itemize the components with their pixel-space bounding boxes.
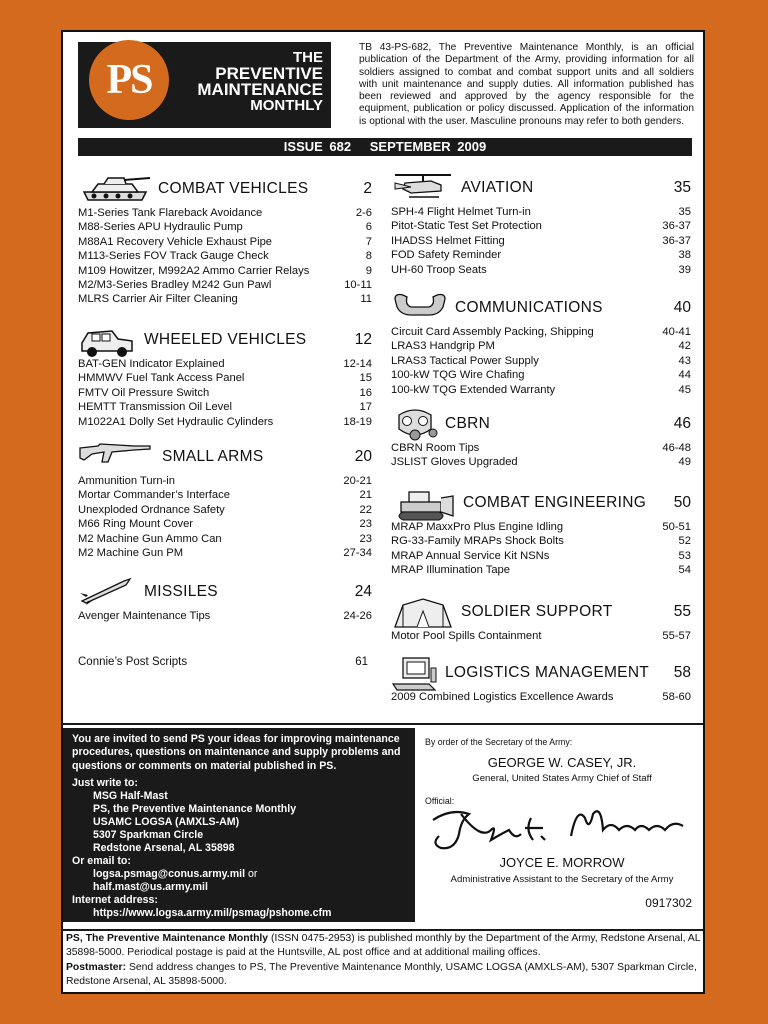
toc-item-title: MRAP MaxxPro Plus Engine Idling	[391, 521, 564, 533]
casey-name: GEORGE W. CASEY, JR.	[487, 755, 637, 770]
toc-item-page: 50-51	[662, 521, 691, 533]
toc-item[interactable]	[78, 293, 372, 305]
toc-item-page: 23	[359, 532, 372, 545]
contact-intro: You are invited to send PS your ideas for improving maintenance procedures, questions on maintenance and supply problems and questions or comments on material published in PS.	[72, 733, 401, 772]
toc-item-title: Pitot-Static Test Set Protection	[391, 220, 542, 233]
connie-page: 61	[355, 656, 368, 668]
section-page-number: 2	[363, 180, 372, 197]
section-title[interactable]: MISSILES	[144, 583, 218, 600]
toc-item[interactable]	[78, 610, 372, 622]
toc-item-title: 100-kW TQG Wire Chafing	[391, 369, 525, 382]
toc-item-page: 16	[359, 386, 372, 399]
toc-item[interactable]	[391, 235, 691, 247]
toc-item-title: M66 Ring Mount Cover	[78, 518, 194, 531]
document-code: 0917302	[645, 896, 692, 910]
toc-item[interactable]	[78, 207, 372, 219]
toc-item-page: 7	[365, 235, 372, 248]
write-label: Just write to:	[72, 777, 138, 789]
logo-line-1: THE	[293, 49, 323, 66]
divider-top	[63, 723, 703, 725]
toc-item-page: 53	[678, 549, 691, 562]
toc-item-title: CBRN Room Tips	[391, 442, 480, 454]
toc-item-page: 42	[678, 340, 691, 353]
toc-item-page: 45	[678, 383, 691, 396]
morrow-name: JOYCE E. MORROW	[499, 855, 625, 870]
toc-item[interactable]	[78, 372, 372, 384]
toc-item-title: M2 Machine Gun Ammo Can	[78, 532, 222, 545]
address-line-2: PS, the Preventive Maintenance Monthly	[93, 803, 297, 815]
toc-item-title: Circuit Card Assembly Packing, Shipping	[391, 326, 594, 338]
toc-item[interactable]	[391, 456, 691, 468]
section-page-number: 24	[354, 583, 372, 600]
address-line-5: Redstone Arsenal, AL 35898	[93, 842, 235, 854]
connie-post-scripts[interactable]	[78, 656, 368, 668]
connie-label: Connie’s Post Scripts	[78, 656, 188, 668]
order-line: By order of the Secretary of the Army:	[425, 737, 573, 747]
toc-item[interactable]	[78, 504, 372, 516]
toc-item-page: 20-21	[343, 475, 372, 487]
section-title[interactable]: COMBAT ENGINEERING	[463, 494, 647, 511]
toc-item-page: 54	[678, 564, 691, 577]
section-page-number: 55	[673, 603, 691, 620]
toc-item-page: 58-60	[662, 691, 691, 703]
logo-title	[197, 50, 323, 114]
toc-item[interactable]	[78, 358, 372, 370]
toc-item-title: M2/M3-Series Bradley M242 Gun Pawl	[78, 279, 272, 291]
toc-item[interactable]	[391, 384, 691, 396]
toc-item-page: 36-37	[662, 234, 691, 247]
toc-item-page: 49	[678, 456, 691, 469]
toc-item[interactable]	[78, 416, 372, 428]
toc-item[interactable]	[78, 236, 372, 248]
section-page-number: 46	[673, 415, 691, 432]
toc-item[interactable]	[78, 475, 372, 487]
issue-bar	[78, 138, 692, 156]
section-title[interactable]: LOGISTICS MANAGEMENT	[445, 664, 650, 681]
toc-item-title: Ammunition Turn-in	[78, 475, 175, 487]
toc-item-title: BAT-GEN Indicator Explained	[78, 358, 225, 370]
address-line-1: MSG Half-Mast	[93, 790, 168, 802]
toc-item-page: 17	[359, 401, 372, 414]
toc-item[interactable]	[391, 691, 691, 703]
toc-item[interactable]	[391, 442, 691, 454]
issue-date: SEPTEMBER 2009	[369, 139, 487, 154]
intro-text: TB 43-PS-682, The Preventive Maintenance Monthly, is an official publication of the Department of the Army, providing information for all soldiers assigned to combat and combat support units and all soldiers with unit maintenance and supply duties. All information published has been reviewed and approved by the agency responsible for the equipment, publication or policy discussed. Application of the information is optional with the user. Masculine pronouns may refer to both genders.	[359, 42, 694, 127]
toc-item[interactable]	[391, 249, 691, 261]
toc-item-page: 9	[365, 264, 372, 277]
toc-item-title: HEMTT Transmission Oil Level	[78, 401, 232, 414]
toc-item[interactable]	[391, 264, 691, 276]
toc-item-page: 44	[678, 369, 691, 382]
toc-item-page: 35	[678, 206, 691, 218]
toc-item[interactable]	[391, 340, 691, 352]
publication-footer	[66, 932, 702, 990]
section-page-number: 20	[354, 448, 372, 465]
footer-pub-name: PS, The Preventive Maintenance Monthly	[66, 933, 269, 944]
toc-item-title: Avenger Maintenance Tips	[78, 610, 211, 622]
toc-item-page: 38	[678, 249, 691, 262]
divider-bottom	[63, 929, 703, 931]
morrow-title: Administrative Assistant to the Secretary of the Army	[450, 874, 674, 885]
toc-item[interactable]	[391, 355, 691, 367]
toc-item[interactable]	[391, 550, 691, 562]
toc-item[interactable]	[391, 521, 691, 533]
toc-item-title: M2 Machine Gun PM	[78, 547, 184, 559]
toc-item-page: 10-11	[344, 279, 372, 291]
toc-item-title: MRAP Annual Service Kit NSNs	[391, 549, 550, 562]
section-title[interactable]: CBRN	[445, 415, 491, 432]
toc-item-title: M113-Series FOV Track Gauge Check	[78, 250, 269, 263]
ps-logo-circle	[89, 40, 169, 120]
email-link-1[interactable]: logsa.psmag@conus.army.mil	[93, 868, 246, 880]
logo-line-3: MAINTENANCE	[197, 80, 323, 99]
toc-item-title: HMMWV Fuel Tank Access Panel	[78, 372, 245, 385]
ps-logo	[78, 42, 331, 128]
morrow-signature	[421, 800, 701, 860]
toc-item-page: 24-26	[343, 610, 372, 622]
magazine-page	[61, 30, 705, 994]
toc-item-page: 40-41	[662, 326, 691, 338]
toc-item-page: 22	[359, 503, 372, 516]
toc-item-title: UH-60 Troop Seats	[391, 263, 487, 276]
toc-item[interactable]	[78, 401, 372, 413]
toc-item[interactable]	[78, 221, 372, 233]
toc-item-page: 15	[359, 372, 372, 385]
toc-item-title: M88-Series APU Hydraulic Pump	[78, 221, 243, 234]
toc-item-page: 8	[365, 250, 372, 263]
toc-item[interactable]	[391, 564, 691, 576]
toc-item-page: 52	[678, 535, 691, 548]
toc-item-page: 2-6	[355, 207, 372, 219]
toc-item-page: 55-57	[662, 630, 691, 642]
toc-item-title: FOD Safety Reminder	[391, 249, 502, 262]
toc-item-title: Motor Pool Spills Containment	[391, 630, 542, 642]
internet-url-link[interactable]: https://www.logsa.army.mil/psmag/pshome.cfm	[93, 907, 332, 919]
section-title[interactable]: SOLDIER SUPPORT	[461, 603, 613, 620]
toc-item-title: LRAS3 Tactical Power Supply	[391, 354, 539, 367]
toc-item[interactable]	[78, 547, 372, 559]
toc-item-title: 100-kW TQG Extended Warranty	[391, 383, 556, 396]
email-or: or	[247, 868, 258, 880]
toc-item[interactable]	[78, 533, 372, 545]
toc-item-title: SPH-4 Flight Helmet Turn-in	[391, 206, 531, 218]
toc-item-title: M109 Howitzer, M992A2 Ammo Carrier Relays	[78, 264, 310, 277]
toc-item-title: M1-Series Tank Flareback Avoidance	[78, 207, 263, 219]
toc-item-title: 2009 Combined Logistics Excellence Awards	[391, 691, 614, 703]
toc-item-page: 18-19	[343, 415, 372, 428]
section-title[interactable]: AVIATION	[461, 179, 534, 196]
section-page-number: 58	[673, 664, 691, 681]
toc-item-title: MLRS Carrier Air Filter Cleaning	[78, 293, 238, 306]
address-line-3: USAMC LOGSA (AMXLS-AM)	[93, 816, 240, 828]
section-page-number: 40	[673, 299, 691, 316]
toc-item[interactable]	[391, 369, 691, 381]
toc-item-page: 11	[360, 293, 372, 306]
toc-item-title: IHADSS Helmet Fitting	[391, 234, 505, 247]
internet-label: Internet address:	[72, 894, 158, 906]
address-line-4: 5307 Sparkman Circle	[93, 829, 204, 841]
toc-item-title: Mortar Commander’s Interface	[78, 489, 230, 502]
ps-logo-letters: PS	[106, 57, 152, 103]
toc-item-page: 21	[359, 489, 372, 502]
toc-item-page: 12-14	[343, 358, 372, 370]
logo-line-2: PREVENTIVE	[215, 64, 323, 83]
toc-item-page: 43	[678, 354, 691, 367]
toc-item[interactable]	[78, 387, 372, 399]
toc-item-title: JSLIST Gloves Upgraded	[391, 456, 518, 469]
contact-box	[63, 728, 415, 922]
toc-item[interactable]	[78, 265, 372, 277]
toc-item-title: Unexploded Ordnance Safety	[78, 503, 225, 516]
section-page-number: 50	[673, 494, 691, 511]
email-label: Or email to:	[72, 855, 131, 867]
casey-title: General, United States Army Chief of Staff	[472, 773, 652, 784]
toc-item-page: 27-34	[343, 547, 372, 559]
toc-item[interactable]	[78, 279, 372, 291]
official-label: Official:	[425, 796, 455, 806]
footer-text-1: (ISSN 0475-2953) is published monthly by the Department of the Army, Redstone Arsenal, AL 35898-5000. Periodical postage is paid at the Huntsville, AL post office and at additional mailing offices.	[66, 933, 701, 959]
toc-item-page: 6	[365, 221, 372, 234]
toc-item[interactable]	[391, 206, 691, 218]
toc-item-title: FMTV Oil Pressure Switch	[78, 386, 210, 399]
section-page-number: 35	[673, 179, 691, 196]
toc-item-title: MRAP Illumination Tape	[391, 564, 510, 577]
toc-item-page: 46-48	[662, 442, 691, 454]
toc-item[interactable]	[78, 250, 372, 262]
toc-item[interactable]	[391, 535, 691, 547]
footer-postmaster-label: Postmaster:	[66, 961, 127, 973]
toc-item-title: M1022A1 Dolly Set Hydraulic Cylinders	[78, 415, 274, 428]
toc-item[interactable]	[78, 489, 372, 501]
logo-line-4: MONTHLY	[250, 97, 323, 114]
section-title[interactable]: COMBAT VEHICLES	[158, 180, 309, 197]
toc-item-title: LRAS3 Handgrip PM	[391, 340, 495, 353]
toc-item[interactable]	[391, 220, 691, 232]
toc-item[interactable]	[391, 326, 691, 338]
issue-number: ISSUE 682	[283, 139, 352, 154]
toc-item[interactable]	[391, 630, 691, 642]
section-title[interactable]: COMMUNICATIONS	[455, 299, 603, 316]
toc-item-title: M88A1 Recovery Vehicle Exhaust Pipe	[78, 235, 273, 248]
section-title[interactable]: SMALL ARMS	[162, 448, 264, 465]
toc-item-page: 39	[678, 263, 691, 276]
section-title[interactable]: WHEELED VEHICLES	[144, 331, 307, 348]
footer-text-2: Send address changes to PS, The Preventive Maintenance Monthly, USAMC LOGSA (AMXLS-AM), 5307 Sparkman Circle, Redstone Arsenal, AL 35898-5000.	[66, 961, 697, 988]
toc-item[interactable]	[78, 518, 372, 530]
section-page-number: 12	[354, 331, 372, 348]
toc-item-title: RG-33-Family MRAPs Shock Bolts	[391, 535, 564, 548]
toc-item-page: 36-37	[662, 220, 691, 233]
email-link-2[interactable]: half.mast@us.army.mil	[93, 881, 208, 893]
toc-item-page: 23	[359, 518, 372, 531]
